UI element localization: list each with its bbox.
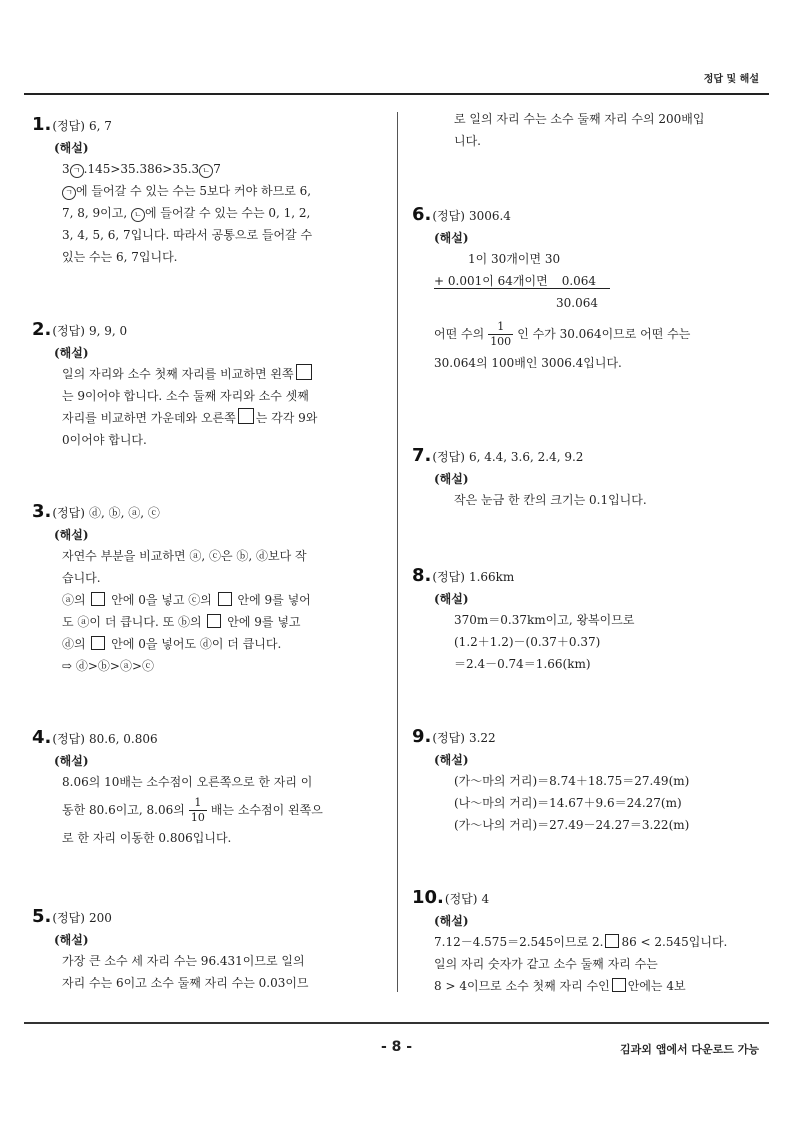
question-5 [32, 906, 309, 994]
explanation-line: 일의 자리 숫자가 같고 소수 둘째 자리 수는 [434, 957, 658, 971]
answer-label: (정답) [432, 209, 465, 223]
explanation-label: (해설) [54, 933, 89, 947]
explanation-line: 니다. [454, 134, 481, 148]
question-7 [412, 445, 647, 511]
explanation-label: (해설) [54, 754, 89, 768]
explanation-line: 로 한 자리 이동한 0.806입니다. [62, 831, 232, 845]
answer-value: 6, 7 [88, 119, 112, 133]
circled-b-icon: ㄴ [199, 164, 213, 178]
blank-box [91, 636, 105, 650]
answer-value: 3006.4 [468, 209, 511, 223]
question-5-continued [412, 108, 705, 152]
explanation-line: 8 > 4이므로 소수 첫째 자리 수인 안에는 4보 [434, 979, 686, 993]
explanation-line: 는 9이어야 합니다. 소수 둘째 자리와 소수 셋째 [62, 389, 309, 403]
question-3 [32, 501, 311, 677]
question-4 [32, 727, 323, 849]
explanation-line: ㄱ 에 들어갈 수 있는 수는 5보다 커야 하므로 6, [62, 180, 312, 202]
explanation-line: 자리 수는 6이고 소수 둘째 자리 수는 0.03이므 [62, 976, 309, 990]
explanation-label: (해설) [434, 753, 469, 767]
explanation-line: (가～나의 거리)＝27.49－24.27＝3.22(m) [454, 818, 690, 832]
question-6 [412, 204, 690, 374]
question-number: 4. [32, 727, 52, 748]
blank-box [218, 592, 232, 606]
answer-label: (정답) [52, 119, 85, 133]
explanation-line: 작은 눈금 한 칸의 크기는 0.1입니다. [454, 493, 647, 507]
answer-value: 6, 4.4, 3.6, 2.4, 9.2 [468, 450, 584, 464]
question-number: 5. [32, 906, 52, 927]
question-number: 9. [412, 726, 432, 747]
answer-label: (정답) [432, 450, 465, 464]
explanation-line: ＝2.4－0.74＝1.66(km) [454, 657, 591, 671]
explanation-line: 0이어야 합니다. [62, 433, 147, 447]
blank-box [296, 364, 312, 380]
answer-value: ⓓ, ⓑ, ⓐ, ⓒ [88, 506, 160, 520]
question-number: 3. [32, 501, 52, 522]
explanation-line: ⇨ ⓓ>ⓑ>ⓐ>ⓒ [62, 659, 155, 673]
question-number: 8. [412, 565, 432, 586]
explanation-line: (1.2＋1.2)－(0.37＋0.37) [454, 635, 601, 649]
explanation-line: 3 ㄱ .145>35.386>35.3 ㄴ 7 [62, 162, 221, 176]
explanation-line: 습니다. [62, 571, 101, 585]
question-number: 10. [412, 887, 444, 908]
page-header-title: 정답 및 해설 [703, 74, 759, 85]
explanation-line: 일의 자리와 소수 첫째 자리를 비교하면 왼쪽 [62, 363, 317, 385]
question-number: 1. [32, 114, 52, 135]
blank-box [238, 408, 254, 424]
explanation-label: (해설) [54, 141, 89, 155]
circled-a-icon: ㄱ [70, 164, 84, 178]
explanation-line: 7.12－4.575＝2.545이므로 2. 86 < 2.545입니다. [434, 935, 728, 949]
explanation-label: (해설) [434, 914, 469, 928]
blank-box [91, 592, 105, 606]
question-10 [412, 887, 727, 997]
calc-line: + 0.001이 64개이면 0.064 [434, 270, 690, 292]
blank-box [207, 614, 221, 628]
explanation-line: (나～마의 거리)＝14.67＋9.6＝24.27(m) [454, 796, 682, 810]
answer-value: 3.22 [468, 731, 496, 745]
explanation-label: (해설) [54, 528, 89, 542]
question-number: 7. [412, 445, 432, 466]
explanation-line: 7, 8, 9이고, ㄴ 에 들어갈 수 있는 수는 0, 1, 2, [62, 206, 311, 220]
question-9 [412, 726, 689, 836]
answer-value: 80.6, 0.806 [88, 732, 158, 746]
circled-a-icon: ㄱ [62, 186, 76, 200]
answer-value: 200 [88, 911, 112, 925]
footer-rule [24, 1022, 769, 1024]
answer-label: (정답) [444, 892, 478, 906]
answer-label: (정답) [432, 570, 465, 584]
explanation-label: (해설) [434, 231, 469, 245]
answer-label: (정답) [52, 506, 85, 520]
explanation-line: 도 ⓐ이 더 큽니다. 또 ⓑ의 안에 9를 넣고 [62, 615, 301, 629]
answer-label: (정답) [432, 731, 465, 745]
explanation-label: (해설) [54, 346, 89, 360]
explanation-line: 8.06의 10배는 소수점이 오른쪽으로 한 자리 이 [62, 775, 313, 789]
fraction: $\frac{1}{10}$ [190, 796, 205, 824]
explanation-line: 동한 80.6이고, 8.06의 $\frac{1}{10}$ 배는 소수점이 왼쪽으 [62, 796, 323, 824]
question-1 [32, 114, 312, 268]
explanation-line: 자연수 부분을 비교하면 ⓐ, ⓒ은 ⓑ, ⓓ보다 작 [62, 549, 307, 563]
question-number: 2. [32, 319, 52, 340]
question-number: 6. [412, 204, 432, 225]
explanation-line: (가～마의 거리)＝8.74＋18.75＝27.49(m) [454, 774, 690, 788]
answer-value: 9, 9, 0 [88, 324, 128, 338]
answer-value: 1.66km [468, 570, 515, 584]
explanation-label: (해설) [434, 472, 469, 486]
answer-label: (정답) [52, 911, 85, 925]
explanation-line: ⓐ의 안에 0을 넣고 ⓒ의 안에 9를 넣어 [62, 593, 311, 607]
explanation-line: 3, 4, 5, 6, 7입니다. 따라서 공통으로 들어갈 수 [62, 228, 313, 242]
footer-note: 김과외 앱에서 다운로드 가능 [620, 1043, 759, 1056]
column-divider [397, 112, 398, 992]
calc-line: 30.064 [556, 296, 598, 310]
answer-label: (정답) [52, 732, 85, 746]
question-8 [412, 565, 634, 675]
explanation-line: 가장 큰 소수 세 자리 수는 96.431이므로 일의 [62, 954, 305, 968]
question-2 [32, 319, 317, 451]
explanation-label: (해설) [434, 592, 469, 606]
header-rule [24, 93, 769, 95]
fraction: $\frac{1}{100}$ [490, 320, 512, 348]
page-number: - 8 - [380, 1039, 413, 1055]
explanation-line: ⓓ의 안에 0을 넣어도 ⓓ이 더 큽니다. [62, 637, 282, 651]
explanation-line: 어떤 수의 $\frac{1}{100}$ 인 수가 30.064이므로 어떤 수는 [434, 320, 691, 348]
circled-b-icon: ㄴ [131, 208, 145, 222]
answer-value: 4 [481, 892, 490, 906]
blank-box [612, 978, 626, 992]
blank-box [605, 934, 619, 948]
explanation-line: 로 일의 자리 수는 소수 둘째 자리 수의 200배입 [454, 112, 705, 126]
explanation-line: 30.064의 100배인 3006.4입니다. [434, 356, 622, 370]
explanation-line: 370m＝0.37km이고, 왕복이므로 [454, 613, 635, 627]
explanation-line: 자리를 비교하면 가운데와 오른쪽 는 각각 9와 [62, 407, 317, 429]
answer-label: (정답) [52, 324, 85, 338]
calc-line: 1이 30개이면 30 [468, 252, 561, 266]
explanation-line: 있는 수는 6, 7입니다. [62, 250, 178, 264]
